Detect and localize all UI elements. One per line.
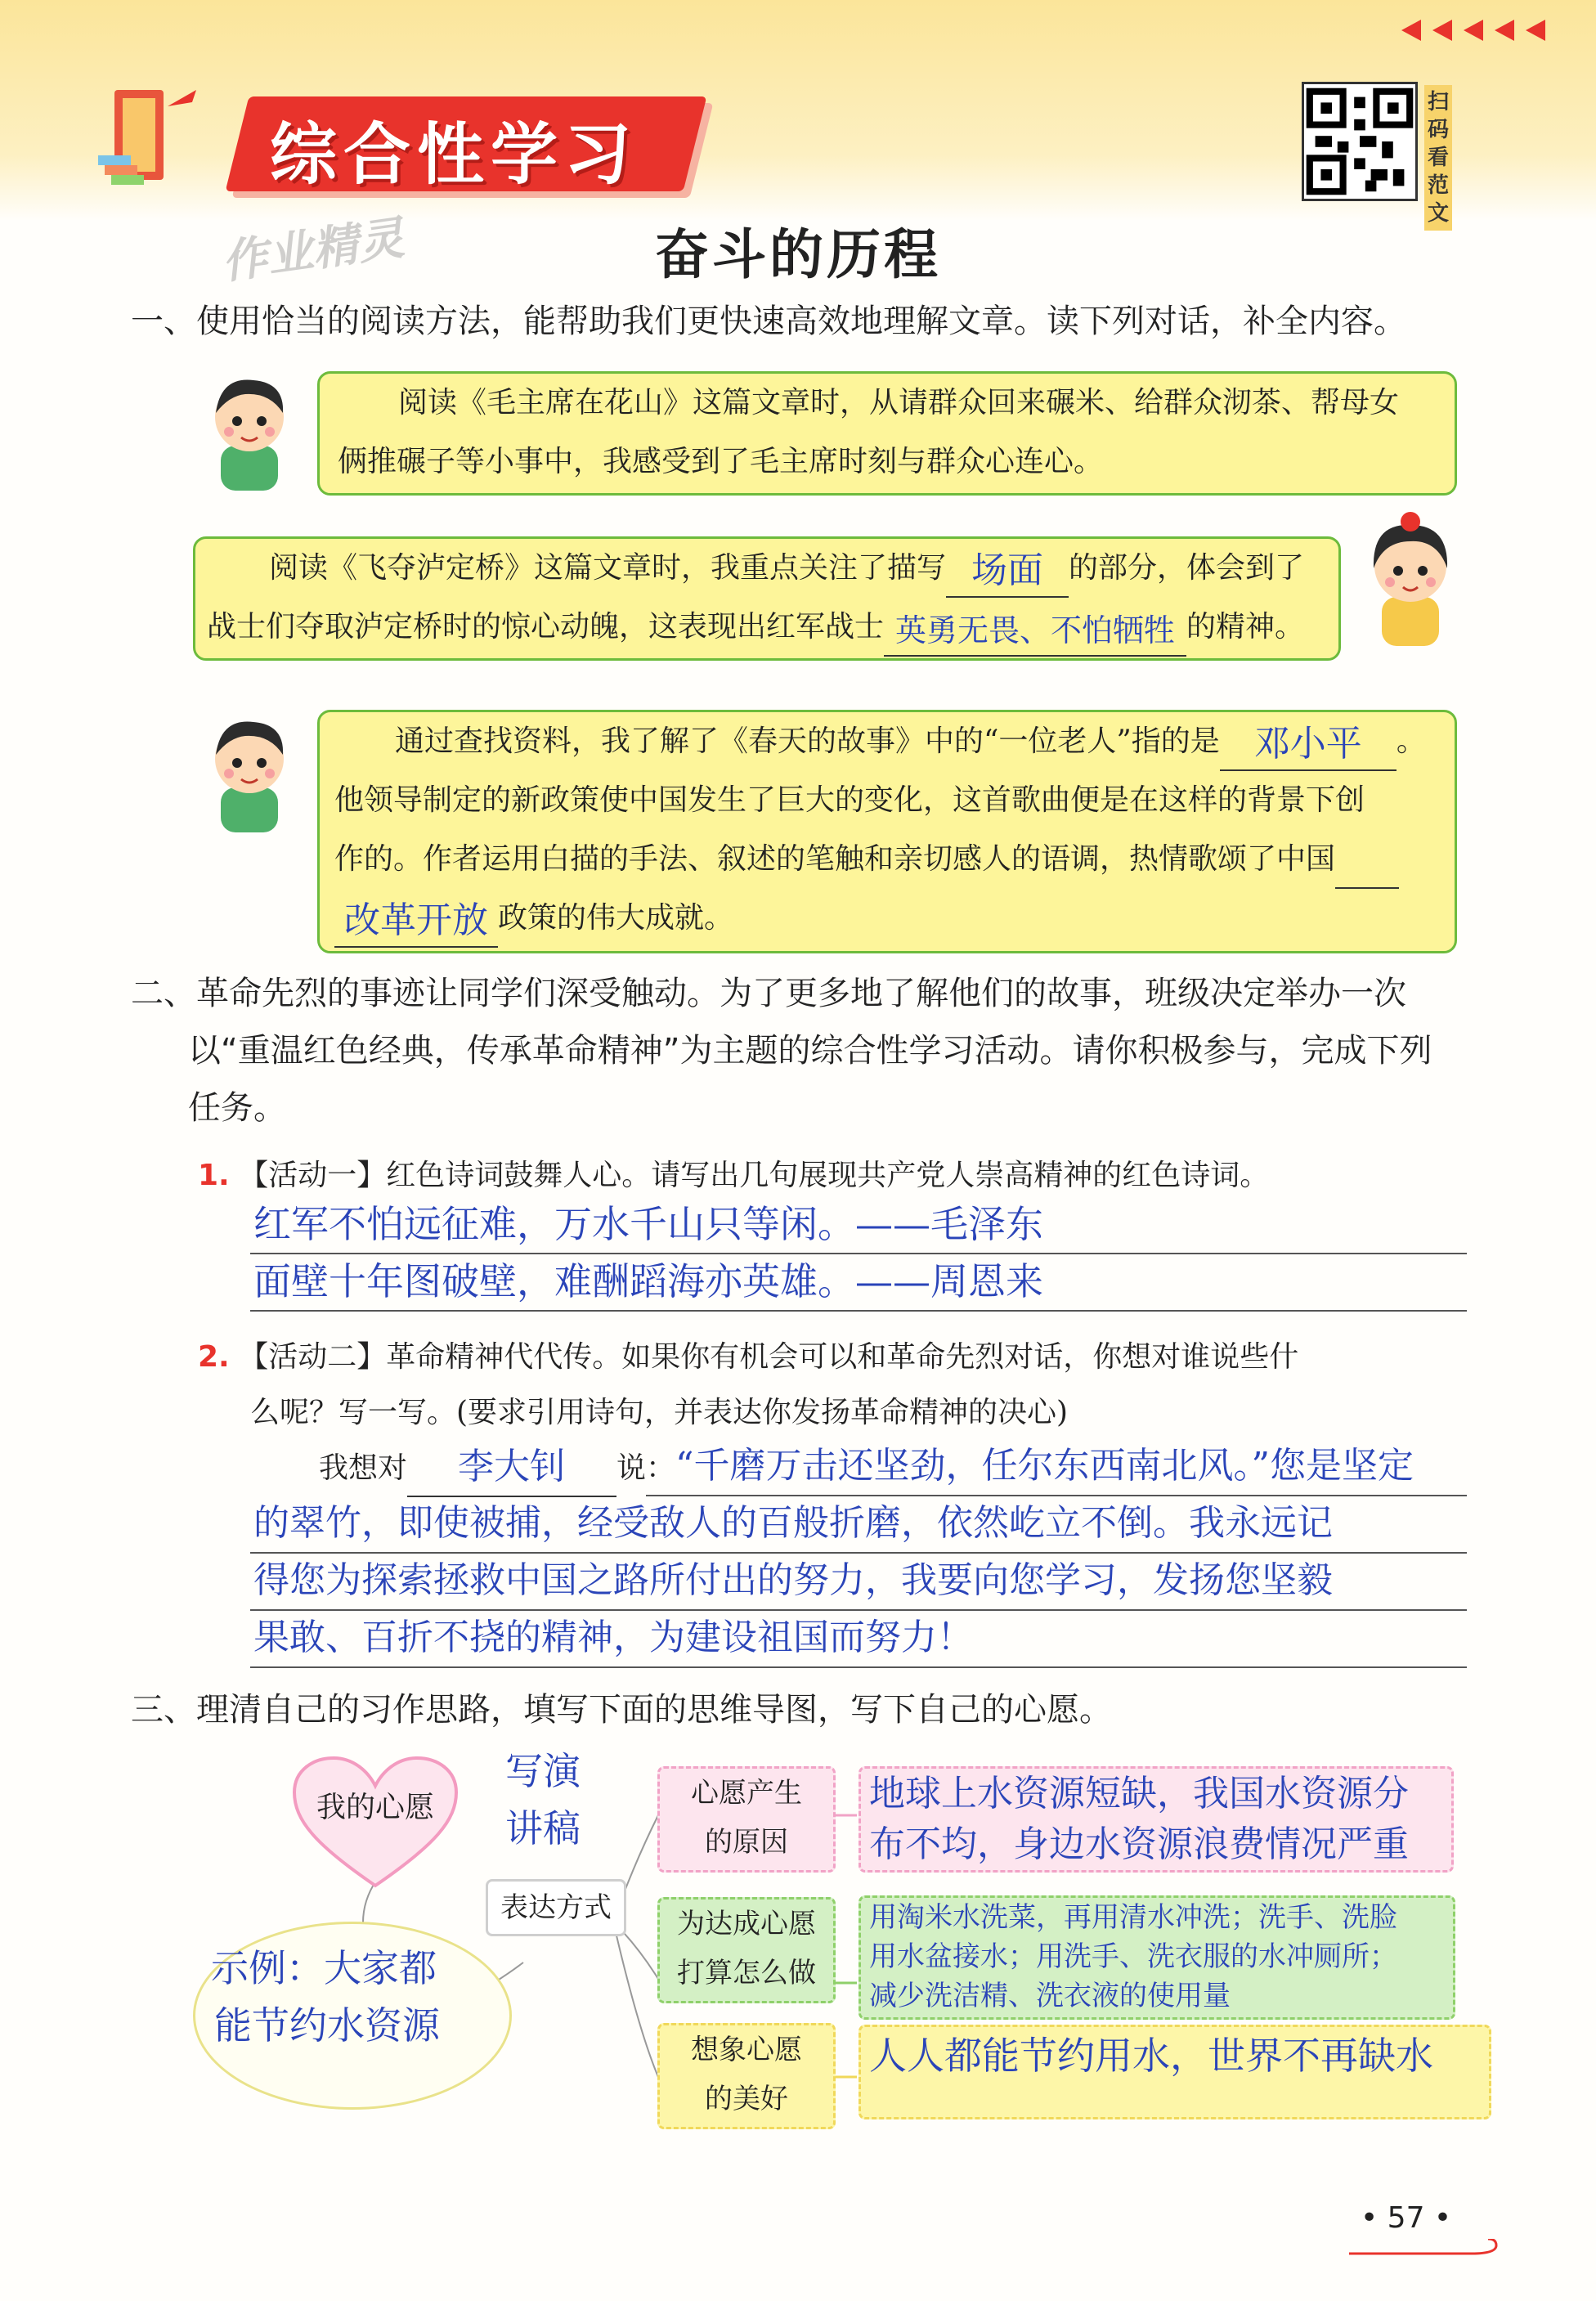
activity2-say: 说： bbox=[616, 1451, 676, 1485]
dialogue-bubble-2 bbox=[193, 536, 1341, 661]
plan-answer-1: 用淘米水洗菜，再用清水冲洗；洗手、洗脸 bbox=[869, 1901, 1397, 1934]
scene-blank[interactable] bbox=[946, 548, 1069, 598]
activity1-answer-1[interactable]: 红军不怕远征难，万水千山只等闲。——毛泽东 bbox=[253, 1202, 1043, 1246]
section2-line3: 任务。 bbox=[188, 1089, 286, 1127]
activity2-text-2: 么呢？写一写。(要求引用诗句，并表达你发扬革命精神的决心) bbox=[250, 1396, 1069, 1429]
answer-line bbox=[250, 1310, 1467, 1312]
bubble3-line3: 作的。作者运用白描的手法、叙述的笔触和亲切感人的语调，热情歌颂了中国 bbox=[334, 842, 1336, 876]
policy-blank-start bbox=[1335, 887, 1399, 889]
section2-line1: 二、革命先烈的事迹让同学们深受触动。为了更多地了解他们的故事，班级决定举办一次 bbox=[131, 975, 1406, 1012]
bubble3-text-d: 政策的伟大成就。 bbox=[498, 901, 734, 935]
activity1-prompt bbox=[198, 1151, 1269, 1200]
boy-avatar-icon bbox=[196, 368, 303, 491]
node-imagine-label-2: 的美好 bbox=[705, 2083, 788, 2115]
activity2-answer-line1 bbox=[319, 1438, 1414, 1497]
bubble1-line2: 俩推碾子等小事中，我感受到了毛主席时刻与群众心连心。 bbox=[338, 445, 1104, 478]
activity2-answer-2[interactable]: 的翠竹，即使被捕，经受敌人的百般折磨，依然屹立不倒。我永远记 bbox=[253, 1502, 1333, 1544]
mindmap-node-reason bbox=[657, 1766, 836, 1873]
bubble3-text-b: 。 bbox=[1396, 724, 1426, 758]
mode-answer-1[interactable]: 写演 bbox=[505, 1749, 581, 1793]
page-title: 奋斗的历程 bbox=[655, 222, 941, 286]
plan-answer-2: 用水盆接水；用洗手、洗衣服的水冲厕所； bbox=[869, 1940, 1397, 1973]
activity2-text-1: 【活动二】革命精神代代传。如果你有机会可以和革命先烈对话，你想对谁说些什 bbox=[239, 1340, 1299, 1374]
arrow-left-icon bbox=[1495, 20, 1514, 41]
activity1-answer-2[interactable]: 面壁十年图破壁，难酬蹈海亦英雄。——周恩来 bbox=[253, 1259, 1043, 1303]
mindmap-node-plan bbox=[657, 1897, 836, 2003]
node-reason-label-1: 心愿产生 bbox=[691, 1777, 802, 1810]
qr-label: 扫码看范文 bbox=[1424, 85, 1452, 231]
section1-title: 一、使用恰当的阅读方法，能帮助我们更快速高效地理解文章。读下列对话，补全内容。 bbox=[131, 303, 1406, 340]
section3-title: 三、理清自己的习作思路，填写下面的思维导图，写下自己的心愿。 bbox=[131, 1691, 1112, 1729]
activity2-answer-1[interactable]: “千磨万击还坚劲，任尔东西南北风。”您是坚定 bbox=[675, 1445, 1414, 1487]
reason-answer-1: 地球上水资源短缺，我国水资源分 bbox=[869, 1773, 1409, 1814]
bubble3-text-a: 通过查找资料，我了解了《春天的故事》中的“一位老人”指的是 bbox=[395, 724, 1220, 758]
dialogue-bubble-1 bbox=[317, 371, 1457, 496]
heart-label: 我的心愿 bbox=[316, 1791, 434, 1824]
activity2-lead: 我想对 bbox=[319, 1451, 408, 1485]
reason-answer-2: 布不均，身边水资源浪费情况严重 bbox=[869, 1823, 1409, 1865]
activity2-answer-3[interactable]: 得您为探索拯救中国之路所付出的努力，我要向您学习，发扬您坚毅 bbox=[253, 1559, 1333, 1601]
who-blank[interactable] bbox=[407, 1441, 616, 1497]
spirit-blank[interactable] bbox=[884, 608, 1186, 657]
bubble2-text-b: 的部分，体会到了 bbox=[1069, 551, 1305, 585]
imagine-answer: 人人都能节约用水，世界不再缺水 bbox=[869, 2034, 1433, 2078]
node-plan-label-1: 为达成心愿 bbox=[677, 1908, 816, 1940]
mindmap-answer-reason[interactable] bbox=[859, 1766, 1454, 1873]
activity2-number: 2. bbox=[198, 1340, 230, 1374]
activity2-answer-4[interactable]: 果敢、百折不挠的精神，为建设祖国而努力！ bbox=[253, 1617, 973, 1658]
bubble1-line1: 阅读《毛主席在花山》这篇文章时，从请群众回来碾米、给群众沏茶、帮母女 bbox=[398, 386, 1400, 419]
bubble2-text-c: 战士们夺取泸定桥时的惊心动魄，这表现出红军战士 bbox=[207, 610, 885, 644]
arrow-left-icon bbox=[1401, 20, 1421, 41]
qr-code-icon[interactable] bbox=[1302, 82, 1418, 201]
bubble3-line2: 他领导制定的新政策使中国发生了巨大的变化，这首歌曲便是在这样的背景下创 bbox=[334, 783, 1365, 817]
mindmap-answer-imagine[interactable] bbox=[859, 2025, 1491, 2119]
activity2-prompt bbox=[198, 1333, 1298, 1382]
mindmap-node-imagine bbox=[657, 2023, 836, 2129]
watermark: 作业精灵 bbox=[218, 211, 408, 290]
mode-label: 表达方式 bbox=[486, 1879, 626, 1936]
old-man-blank[interactable] bbox=[1220, 721, 1396, 771]
answer-scene: 场面 bbox=[971, 549, 1044, 591]
arrow-left-icon bbox=[1464, 20, 1483, 41]
page-number: • 57 • bbox=[1361, 2201, 1452, 2235]
answer-who: 李大钊 bbox=[458, 1446, 567, 1487]
girl-avatar-icon bbox=[1349, 507, 1472, 646]
page-curve-icon bbox=[1349, 2239, 1504, 2263]
answer-spirit: 英勇无畏、不怕牺牲 bbox=[895, 612, 1176, 648]
node-reason-label-2: 的原因 bbox=[705, 1826, 788, 1859]
answer-line bbox=[250, 1666, 1467, 1668]
banner-title: 综合性学习 bbox=[270, 116, 639, 194]
activity1-text: 【活动一】红色诗词鼓舞人心。请写出几句展现共产党人崇高精神的红色诗词。 bbox=[239, 1159, 1270, 1192]
boy-avatar-icon bbox=[196, 710, 303, 832]
node-plan-label-2: 打算怎么做 bbox=[677, 1957, 816, 1989]
plan-answer-3: 减少洗洁精、洗衣液的使用量 bbox=[869, 1980, 1231, 2012]
policy-blank[interactable] bbox=[334, 898, 498, 948]
dialogue-bubble-3 bbox=[317, 710, 1457, 953]
activity1-number: 1. bbox=[198, 1159, 230, 1192]
section2-line2: 以“重温红色经典，传承革命精神”为主题的综合性学习活动。请你积极参与，完成下列 bbox=[188, 1032, 1432, 1070]
mode-answer-2[interactable]: 讲稿 bbox=[505, 1806, 581, 1850]
bubble2-text-a: 阅读《飞夺泸定桥》这篇文章时，我重点关注了描写 bbox=[269, 551, 947, 585]
answer-old-man: 邓小平 bbox=[1253, 723, 1362, 765]
books-stairs-icon bbox=[90, 74, 204, 196]
node-imagine-label-1: 想象心愿 bbox=[691, 2034, 802, 2066]
bubble2-text-d: 的精神。 bbox=[1186, 610, 1305, 644]
mindmap-answer-plan[interactable] bbox=[859, 1895, 1455, 2020]
arrow-left-icon bbox=[1526, 20, 1545, 41]
arrow-left-icon bbox=[1432, 20, 1452, 41]
answer-policy: 改革开放 bbox=[344, 899, 488, 941]
example-line-1[interactable]: 示例：大家都 bbox=[211, 1946, 437, 1990]
example-line-2[interactable]: 能节约水资源 bbox=[214, 2003, 440, 2048]
